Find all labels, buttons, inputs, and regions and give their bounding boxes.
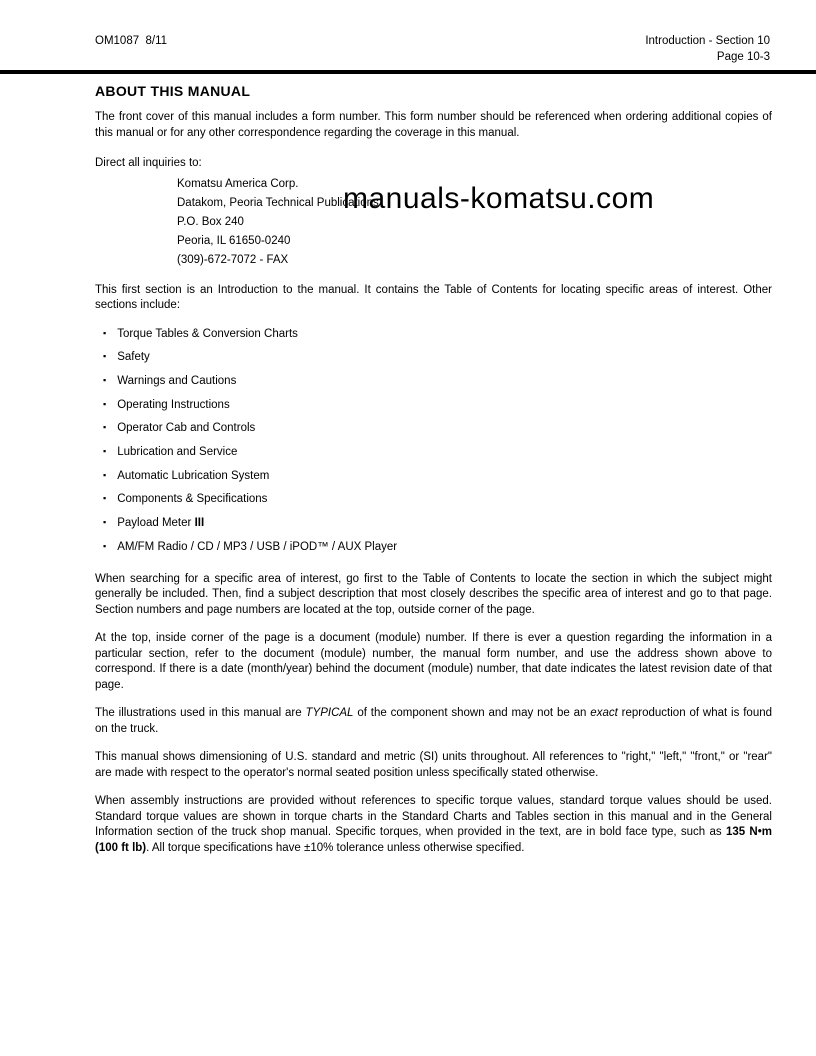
list-item: ▪ Payload Meter III: [103, 511, 772, 535]
address-line: Peoria, IL 61650-0240: [177, 234, 291, 247]
form-number-paragraph: The front cover of this manual includes a form number. This form number should be referenced when ordering additional copies of this manual or for any other correspondence regarding the coverage in this manual.: [95, 111, 772, 139]
sections-intro-paragraph: This first section is an Introduction to the manual. It contains the Table of Contents for locating specific areas of interest. Other sections include:: [95, 283, 772, 311]
dimensioning-paragraph: This manual shows dimensioning of U.S. standard and metric (SI) units throughout. All references to "right," "left," "front," or "rear" are made with respect to the operator's normal seated position unless specifically stated otherwise.: [95, 751, 772, 779]
list-item: ▪ Operating Instructions: [103, 393, 772, 417]
list-item: ▪ Torque Tables & Conversion Charts: [103, 322, 772, 346]
document-number-paragraph: At the top, inside corner of the page is a document (module) number. If there is ever a question regarding the information in a particular section, refer to the document (module) number, the manual form number, and use the address shown above to correspond. If there is a date (month/year) behind the document (module) number, that date indicates the latest revision date of that page.: [95, 632, 772, 691]
list-item: ▪ Safety: [103, 345, 772, 369]
site-watermark: manuals-komatsu.com: [343, 182, 655, 215]
inquiries-block: [95, 156, 772, 270]
bullet-icon: ▪: [103, 374, 107, 385]
address-line: P.O. Box 240: [177, 215, 244, 228]
torque-paragraph: When assembly instructions are provided without references to specific torque values, standard torque values should be used. Standard torque values are shown in torque charts in the Standard Charts and Tables section in this manual and in the General Information section of the truck shop manual. Specific torques, when provided in the text, are in bold face type, such as 135 N•m (100 ft lb). All torque specifications have ±10% tolerance unless otherwise specified.: [95, 795, 772, 854]
list-item: ▪ Warnings and Cautions: [103, 369, 772, 393]
bullet-icon: ▪: [103, 398, 107, 409]
address-block: [177, 175, 772, 270]
list-item: ▪ Operator Cab and Controls: [103, 416, 772, 440]
page-content: [0, 83, 816, 856]
page-header: [0, 0, 816, 65]
list-item: ▪ AM/FM Radio / CD / MP3 / USB / iPOD™ / AUX Player: [103, 535, 772, 559]
header-right-block: [645, 33, 770, 65]
bullet-icon: ▪: [103, 446, 107, 457]
form-number: OM1087 8/11: [95, 35, 168, 47]
illustrations-paragraph: The illustrations used in this manual are TYPICAL of the component shown and may not be an exact reproduction of what is found on the truck.: [95, 707, 773, 735]
list-item: ▪ Lubrication and Service: [103, 440, 772, 464]
bullet-icon: ▪: [103, 469, 107, 480]
bullet-icon: ▪: [103, 540, 107, 551]
section-list: [95, 322, 772, 559]
address-line: Komatsu America Corp.: [177, 177, 299, 190]
bullet-icon: ▪: [103, 327, 107, 338]
inquiries-label: Direct all inquiries to:: [95, 157, 202, 169]
searching-paragraph: When searching for a specific area of interest, go first to the Table of Contents to locate the section in which the subject might generally be included. Then, find a subject description that most closely describes the specific area of interest and go to that page. Section numbers and page numbers are located at the top, outside corner of the page.: [95, 572, 772, 616]
address-line: (309)-672-7072 - FAX: [177, 253, 289, 266]
list-item: ▪ Automatic Lubrication System: [103, 464, 772, 488]
bullet-icon: ▪: [103, 351, 107, 362]
page-title: ABOUT THIS MANUAL: [95, 83, 251, 99]
header-divider-rule: [0, 70, 816, 74]
bullet-icon: ▪: [103, 517, 107, 528]
list-item: ▪ Components & Specifications: [103, 487, 772, 511]
section-label: Introduction - Section 10: [645, 35, 770, 47]
bullet-icon: ▪: [103, 493, 107, 504]
address-line: Datakom, Peoria Technical Publications: [177, 196, 379, 209]
bullet-icon: ▪: [103, 422, 107, 433]
page-number: Page 10-3: [716, 51, 770, 63]
